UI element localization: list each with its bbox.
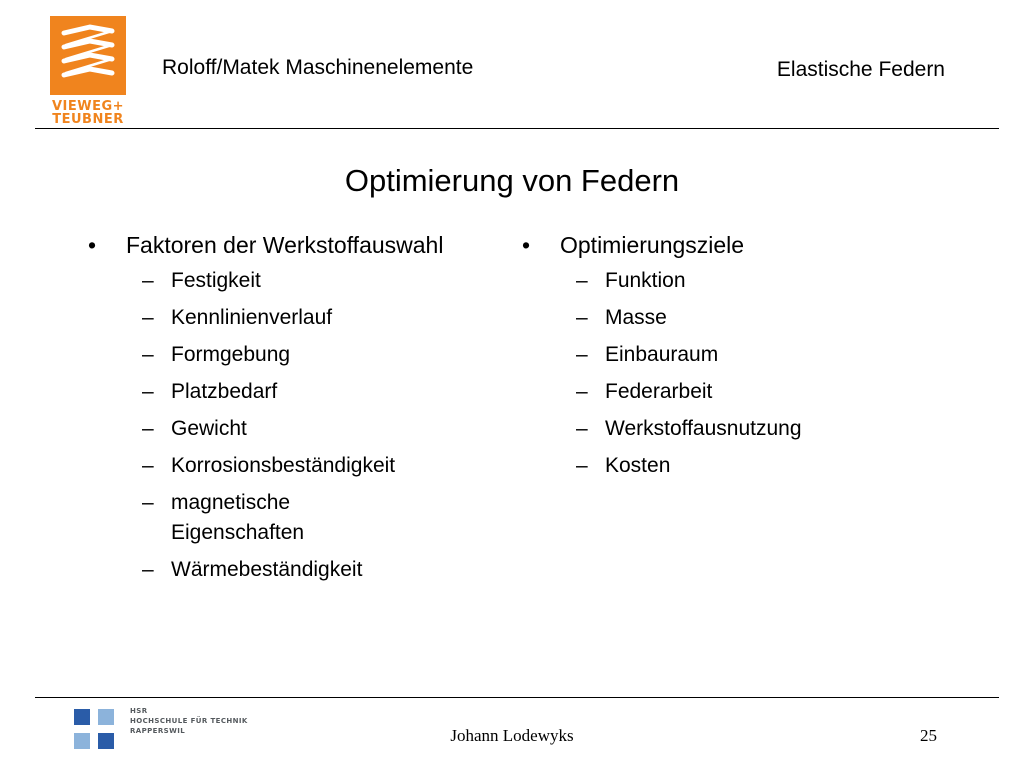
dash-symbol: – [142, 491, 154, 514]
dash-symbol: – [576, 269, 588, 292]
hsr-line-3: RAPPERSWIL [130, 727, 186, 735]
sub-item-text: Festigkeit [171, 269, 261, 292]
sub-item [142, 340, 468, 370]
chapter-title: Elastische Federn [776, 58, 945, 81]
sub-item [142, 451, 468, 481]
book-title: Roloff/Matek Maschinenelemente [162, 56, 474, 79]
sub-item [142, 303, 468, 333]
footer-author: Johann Lodewyks [450, 726, 574, 745]
dash-symbol: – [142, 343, 154, 366]
bullet-text: Optimierungsziele [560, 232, 745, 258]
dash-symbol: – [142, 558, 154, 581]
sub-item [576, 451, 922, 481]
sub-item [142, 414, 468, 444]
bullet-item [88, 230, 468, 261]
hsr-square-icon [74, 709, 90, 725]
slide-title: Optimierung von Federn [344, 163, 680, 198]
dash-symbol: – [142, 417, 154, 440]
dash-symbol: – [576, 417, 588, 440]
hsr-line-2: HOCHSCHULE FÜR TECHNIK [130, 717, 248, 725]
vieweg-teubner-logo [50, 16, 126, 126]
dash-symbol: – [576, 306, 588, 329]
dash-symbol: – [576, 343, 588, 366]
sub-item-text: Einbauraum [605, 343, 719, 366]
left-column [88, 230, 468, 592]
sub-item [142, 488, 468, 548]
dash-symbol: – [142, 454, 154, 477]
footer-divider [35, 697, 999, 698]
spring-icon [50, 16, 126, 95]
right-column [522, 230, 922, 488]
hsr-square-icon [98, 709, 114, 725]
logo-line-1: VIEWEG+ [51, 99, 125, 114]
dash-symbol: – [142, 269, 154, 292]
bullet-text: Faktoren der Werkstoffauswahl [126, 232, 444, 258]
dash-symbol: – [142, 380, 154, 403]
bullet-symbol: • [88, 232, 97, 258]
sub-item-text: Formgebung [171, 343, 291, 366]
page-number: 25 [920, 726, 937, 745]
sub-item-text: Masse [605, 306, 667, 329]
sub-item-text: Funktion [605, 269, 686, 292]
dash-symbol: – [576, 380, 588, 403]
bullet-symbol: • [522, 232, 531, 258]
bullet-item [522, 230, 922, 261]
sub-item-text: Werkstoffausnutzung [605, 417, 802, 440]
sub-item-text: Kennlinienverlauf [171, 306, 333, 329]
sub-item [142, 377, 468, 407]
sub-item [576, 340, 922, 370]
sub-item-text: magnetische Eigenschaften [171, 491, 305, 544]
sub-item-text: Gewicht [171, 417, 247, 440]
sub-item-text: Kosten [605, 454, 671, 477]
sub-item [576, 266, 922, 296]
dash-symbol: – [142, 306, 154, 329]
header-divider [35, 128, 999, 129]
sub-item-text: Korrosionsbeständigkeit [171, 454, 396, 477]
sub-item-text: Federarbeit [605, 380, 713, 403]
logo-line-2: TEUBNER [52, 112, 124, 127]
sub-item [142, 555, 468, 585]
sub-item [576, 414, 922, 444]
hsr-line-1: HSR [130, 707, 148, 715]
dash-symbol: – [576, 454, 588, 477]
sub-item-text: Wärmebeständigkeit [171, 558, 363, 581]
sub-item [576, 303, 922, 333]
sub-item-text: Platzbedarf [171, 380, 278, 403]
sub-item [576, 377, 922, 407]
sub-item [142, 266, 468, 296]
